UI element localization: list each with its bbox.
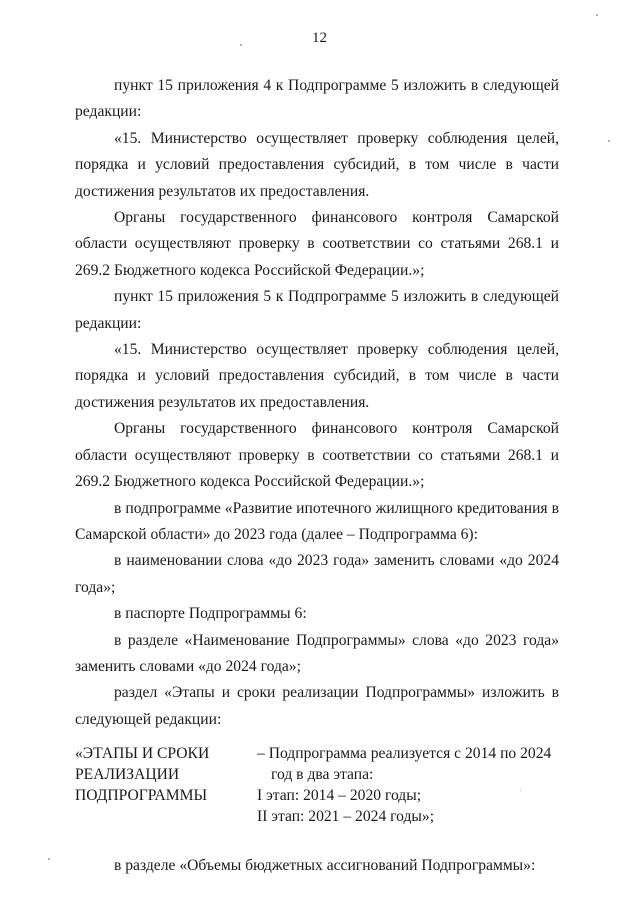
page-number: 12 bbox=[312, 30, 327, 46]
paragraph-9: в паспорте Подпрограммы 6: bbox=[114, 605, 307, 623]
scan-speck bbox=[48, 858, 50, 860]
paragraph-2: «15. Министерство осуществляет проверку соблюдения целей, порядка и условий предоставления субсидий, в том числе в части достижения результатов их предоставления. bbox=[75, 129, 559, 200]
paragraph-10: в разделе «Наименование Подпрограммы» слова «до 2023 года» заменить словами «до 2024 года»; bbox=[75, 631, 559, 675]
final-paragraph: в разделе «Объемы бюджетных ассигнований Подпрограммы»: bbox=[114, 857, 536, 875]
scan-speck bbox=[596, 14, 598, 16]
paragraph-4: пункт 15 приложения 5 к Подпрограмме 5 изложить в следующей редакции: bbox=[75, 288, 559, 332]
stages-label-line: ПОДПРОГРАММЫ bbox=[75, 787, 208, 805]
stages-content-line: I этап: 2014 – 2020 годы; bbox=[257, 787, 422, 805]
paragraph-1: пункт 15 приложения 4 к Подпрограмме 5 изложить в следующей редакции: bbox=[75, 77, 559, 121]
stages-content bbox=[235, 743, 559, 827]
stages-label bbox=[75, 743, 235, 827]
stages-label-line: «ЭТАПЫ И СРОКИ bbox=[75, 745, 210, 763]
paragraph-11: раздел «Этапы и сроки реализации Подпрограммы» изложить в следующей редакции: bbox=[75, 684, 559, 728]
paragraph-6: Органы государственного финансового контроля Самарской области осуществляют проверку в соответствии со статьями 268.1 и 269.2 Бюджетного кодекса Российской Федерации.»; bbox=[75, 420, 559, 491]
stages-label-line: РЕАЛИЗАЦИИ bbox=[75, 766, 180, 784]
paragraph-7: в подпрограмме «Развитие ипотечного жилищного кредитования в Самарской области» до 2023 года (далее – Подпрограмма 6): bbox=[75, 499, 559, 543]
stages-content-line: II этап: 2021 – 2024 годы»; bbox=[257, 808, 435, 826]
paragraph-3: Органы государственного финансового контроля Самарской области осуществляют проверку в соответствии со статьями 268.1 и 269.2 Бюджетного кодекса Российской Федерации.»; bbox=[75, 209, 559, 279]
document-body bbox=[75, 73, 559, 880]
scan-speck bbox=[520, 790, 521, 791]
paragraph-5: «15. Министерство осуществляет проверку соблюдения целей, порядка и условий предоставления субсидий, в том числе в части достижения результатов их предоставления. bbox=[75, 341, 559, 411]
scan-speck bbox=[240, 44, 242, 46]
stages-content-line: – Подпрограмма реализуется с 2014 по 2024 год в два этапа: bbox=[257, 745, 552, 784]
stages-table bbox=[75, 743, 559, 827]
paragraph-8: в наименовании слова «до 2023 года» заменить словами «до 2024 года»; bbox=[75, 552, 559, 596]
scan-speck bbox=[608, 140, 610, 142]
